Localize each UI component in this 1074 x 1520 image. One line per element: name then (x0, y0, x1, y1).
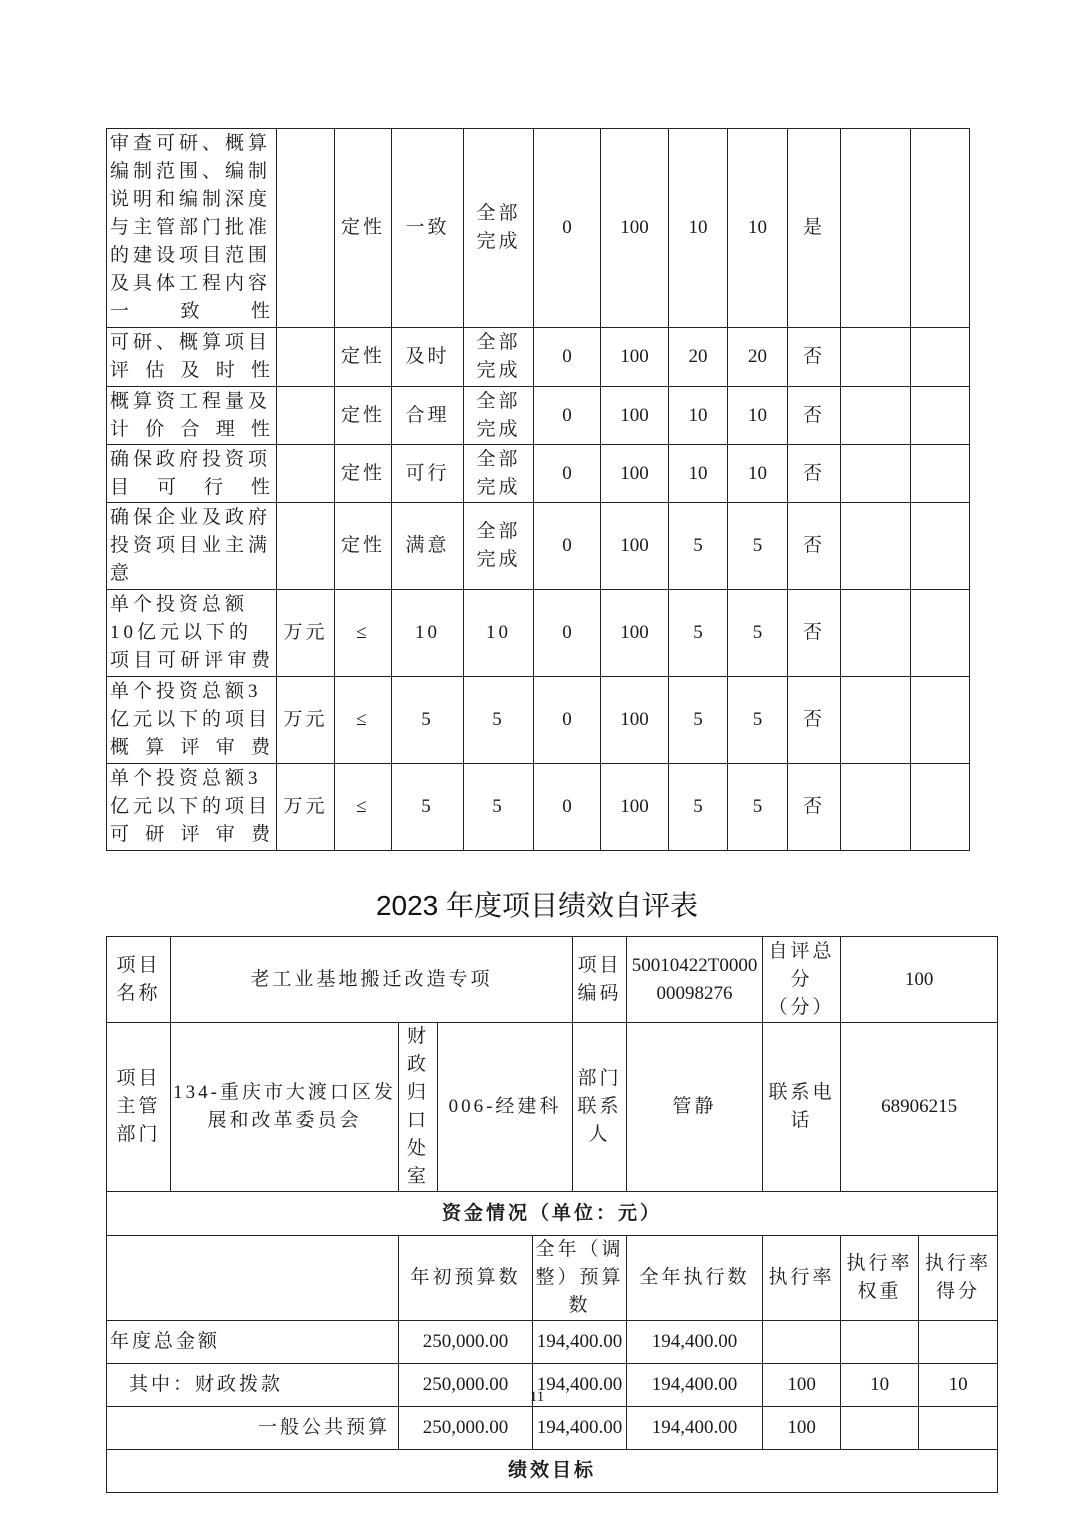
indicator-row (107, 445, 970, 503)
page-number: 11 (529, 1389, 545, 1405)
finance-office-label: 财政归口处室 (399, 1023, 438, 1192)
extra-col-2 (911, 677, 970, 764)
indicator-row (107, 503, 970, 590)
target-value: 5 (392, 764, 464, 851)
unit: 万元 (277, 590, 335, 677)
funds-row-rate: 100 (763, 1407, 841, 1450)
funds-header-rate: 执行率 (763, 1236, 841, 1321)
indicator-row (107, 328, 970, 387)
extra-col-2 (911, 387, 970, 445)
funds-row-label: 年度总金额 (107, 1321, 399, 1364)
extra-col-2 (911, 445, 970, 503)
funds-row-label: 一般公共预算 (107, 1407, 399, 1450)
target-value: 5 (392, 677, 464, 764)
funds-row-executed: 194,400.00 (627, 1321, 763, 1364)
actual-value: 全部完成 (464, 387, 534, 445)
extra-col-1 (841, 129, 911, 328)
completion-rate: 100 (601, 445, 669, 503)
completion-rate: 100 (601, 677, 669, 764)
contact-label: 部门联系人 (573, 1023, 627, 1192)
target-value: 满意 (392, 503, 464, 590)
extra-col-2 (911, 129, 970, 328)
actual-value: 5 (464, 677, 534, 764)
funds-row-adjusted: 194,400.00 (533, 1321, 627, 1364)
phone: 68906215 (841, 1023, 998, 1192)
indicator-name: 确保企业及政府投资项目业主满意 (107, 503, 277, 590)
weight: 10 (669, 129, 728, 328)
project-info-row (107, 937, 998, 1023)
funds-header-executed: 全年执行数 (627, 1236, 763, 1321)
deviation: 0 (534, 129, 601, 328)
score: 5 (728, 503, 788, 590)
weight: 5 (669, 677, 728, 764)
weight: 5 (669, 590, 728, 677)
unit (277, 387, 335, 445)
indicator-row (107, 387, 970, 445)
target-value: 10 (392, 590, 464, 677)
deviation: 0 (534, 764, 601, 851)
indicator-name: 概算资工程量及计价合理性 (107, 387, 277, 445)
extra-col-1 (841, 590, 911, 677)
indicator-name: 审查可研、概算编制范围、编制说明和编制深度与主管部门批准的建设项目范围及具体工程内容一致性 (107, 129, 277, 328)
funds-header-adjusted: 全年（调整）预算数 (533, 1236, 627, 1321)
actual-value: 全部完成 (464, 445, 534, 503)
nature: 定性 (335, 445, 392, 503)
dept: 134-重庆市大渡口区发展和改革委员会 (171, 1023, 399, 1192)
unit (277, 445, 335, 503)
core-indicator: 否 (788, 445, 841, 503)
extra-col-2 (911, 590, 970, 677)
funds-row-score (919, 1321, 998, 1364)
actual-value: 全部完成 (464, 503, 534, 590)
dept-label: 项目主管部门 (107, 1023, 171, 1192)
indicator-name: 可研、概算项目评估及时性 (107, 328, 277, 387)
indicator-table (106, 128, 970, 851)
funds-row-rate (763, 1321, 841, 1364)
weight: 10 (669, 445, 728, 503)
nature: 定性 (335, 503, 392, 590)
funds-row-weight: 10 (841, 1364, 919, 1407)
nature: 定性 (335, 129, 392, 328)
unit (277, 328, 335, 387)
nature: ≤ (335, 590, 392, 677)
indicator-row (107, 590, 970, 677)
extra-col-1 (841, 503, 911, 590)
self-evaluation-form (106, 936, 998, 1493)
actual-value: 10 (464, 590, 534, 677)
nature: 定性 (335, 387, 392, 445)
target-value: 及时 (392, 328, 464, 387)
total-score-label: 自评总分（分） (763, 937, 841, 1023)
core-indicator: 是 (788, 129, 841, 328)
project-name-label: 项目名称 (107, 937, 171, 1023)
score: 5 (728, 677, 788, 764)
funds-section-heading: 资金情况（单位：元） (107, 1192, 998, 1236)
funds-row-score: 10 (919, 1364, 998, 1407)
project-code-label: 项目编码 (573, 937, 627, 1023)
core-indicator: 否 (788, 764, 841, 851)
core-indicator: 否 (788, 590, 841, 677)
unit (277, 503, 335, 590)
deviation: 0 (534, 677, 601, 764)
score: 10 (728, 445, 788, 503)
indicator-row (107, 129, 970, 328)
contact: 管静 (627, 1023, 763, 1192)
weight: 20 (669, 328, 728, 387)
funds-row-initial: 250,000.00 (399, 1407, 533, 1450)
weight: 5 (669, 503, 728, 590)
target-value: 可行 (392, 445, 464, 503)
indicator-name: 单个投资总额10亿元以下的项目可研评审费 (107, 590, 277, 677)
deviation: 0 (534, 445, 601, 503)
funds-row-weight (841, 1407, 919, 1450)
funds-section-row (107, 1192, 998, 1236)
extra-col-1 (841, 764, 911, 851)
completion-rate: 100 (601, 503, 669, 590)
funds-row-adjusted: 194,400.00 (533, 1407, 627, 1450)
indicator-name: 单个投资总额3亿元以下的项目概算评审费 (107, 677, 277, 764)
goals-section-heading: 绩效目标 (107, 1450, 998, 1493)
unit: 万元 (277, 677, 335, 764)
funds-header-row (107, 1236, 998, 1321)
funds-row-executed: 194,400.00 (627, 1407, 763, 1450)
nature: ≤ (335, 677, 392, 764)
funds-row-initial: 250,000.00 (399, 1364, 533, 1407)
extra-col-1 (841, 328, 911, 387)
completion-rate: 100 (601, 129, 669, 328)
core-indicator: 否 (788, 387, 841, 445)
deviation: 0 (534, 387, 601, 445)
funds-row-rate: 100 (763, 1364, 841, 1407)
funds-header-initial: 年初预算数 (399, 1236, 533, 1321)
extra-col-2 (911, 764, 970, 851)
form-title: 2023 年度项目绩效自评表 (375, 890, 699, 921)
unit (277, 129, 335, 328)
actual-value: 全部完成 (464, 129, 534, 328)
extra-col-1 (841, 387, 911, 445)
target-value: 合理 (392, 387, 464, 445)
phone-label: 联系电话 (763, 1023, 841, 1192)
department-row (107, 1023, 998, 1192)
funds-row-initial: 250,000.00 (399, 1321, 533, 1364)
extra-col-2 (911, 503, 970, 590)
deviation: 0 (534, 328, 601, 387)
weight: 5 (669, 764, 728, 851)
indicator-name: 单个投资总额3亿元以下的项目可研评审费 (107, 764, 277, 851)
unit: 万元 (277, 764, 335, 851)
funds-row-weight (841, 1321, 919, 1364)
deviation: 0 (534, 503, 601, 590)
extra-col-1 (841, 677, 911, 764)
score: 5 (728, 590, 788, 677)
project-code: 50010422T000000098276 (627, 937, 763, 1023)
indicator-row (107, 677, 970, 764)
nature: ≤ (335, 764, 392, 851)
extra-col-2 (911, 328, 970, 387)
completion-rate: 100 (601, 590, 669, 677)
finance-office: 006-经建科 (438, 1023, 573, 1192)
score: 10 (728, 129, 788, 328)
funds-row-adjusted: 194,400.00 (533, 1364, 627, 1407)
target-value: 一致 (392, 129, 464, 328)
funds-header-blank (107, 1236, 399, 1321)
actual-value: 全部完成 (464, 328, 534, 387)
score: 5 (728, 764, 788, 851)
core-indicator: 否 (788, 328, 841, 387)
completion-rate: 100 (601, 387, 669, 445)
completion-rate: 100 (601, 328, 669, 387)
goals-section-row (107, 1450, 998, 1493)
funds-row (107, 1321, 998, 1364)
funds-row-executed: 194,400.00 (627, 1364, 763, 1407)
funds-row-label: 其中：财政拨款 (107, 1364, 399, 1407)
funds-header-score: 执行率得分 (919, 1236, 998, 1321)
nature: 定性 (335, 328, 392, 387)
funds-row-score (919, 1407, 998, 1450)
score: 10 (728, 387, 788, 445)
funds-row (107, 1407, 998, 1450)
score: 20 (728, 328, 788, 387)
extra-col-1 (841, 445, 911, 503)
core-indicator: 否 (788, 677, 841, 764)
project-name: 老工业基地搬迁改造专项 (171, 937, 573, 1023)
funds-header-weight: 执行率权重 (841, 1236, 919, 1321)
weight: 10 (669, 387, 728, 445)
deviation: 0 (534, 590, 601, 677)
total-score: 100 (841, 937, 998, 1023)
actual-value: 5 (464, 764, 534, 851)
completion-rate: 100 (601, 764, 669, 851)
indicator-row (107, 764, 970, 851)
core-indicator: 否 (788, 503, 841, 590)
indicator-name: 确保政府投资项目可行性 (107, 445, 277, 503)
